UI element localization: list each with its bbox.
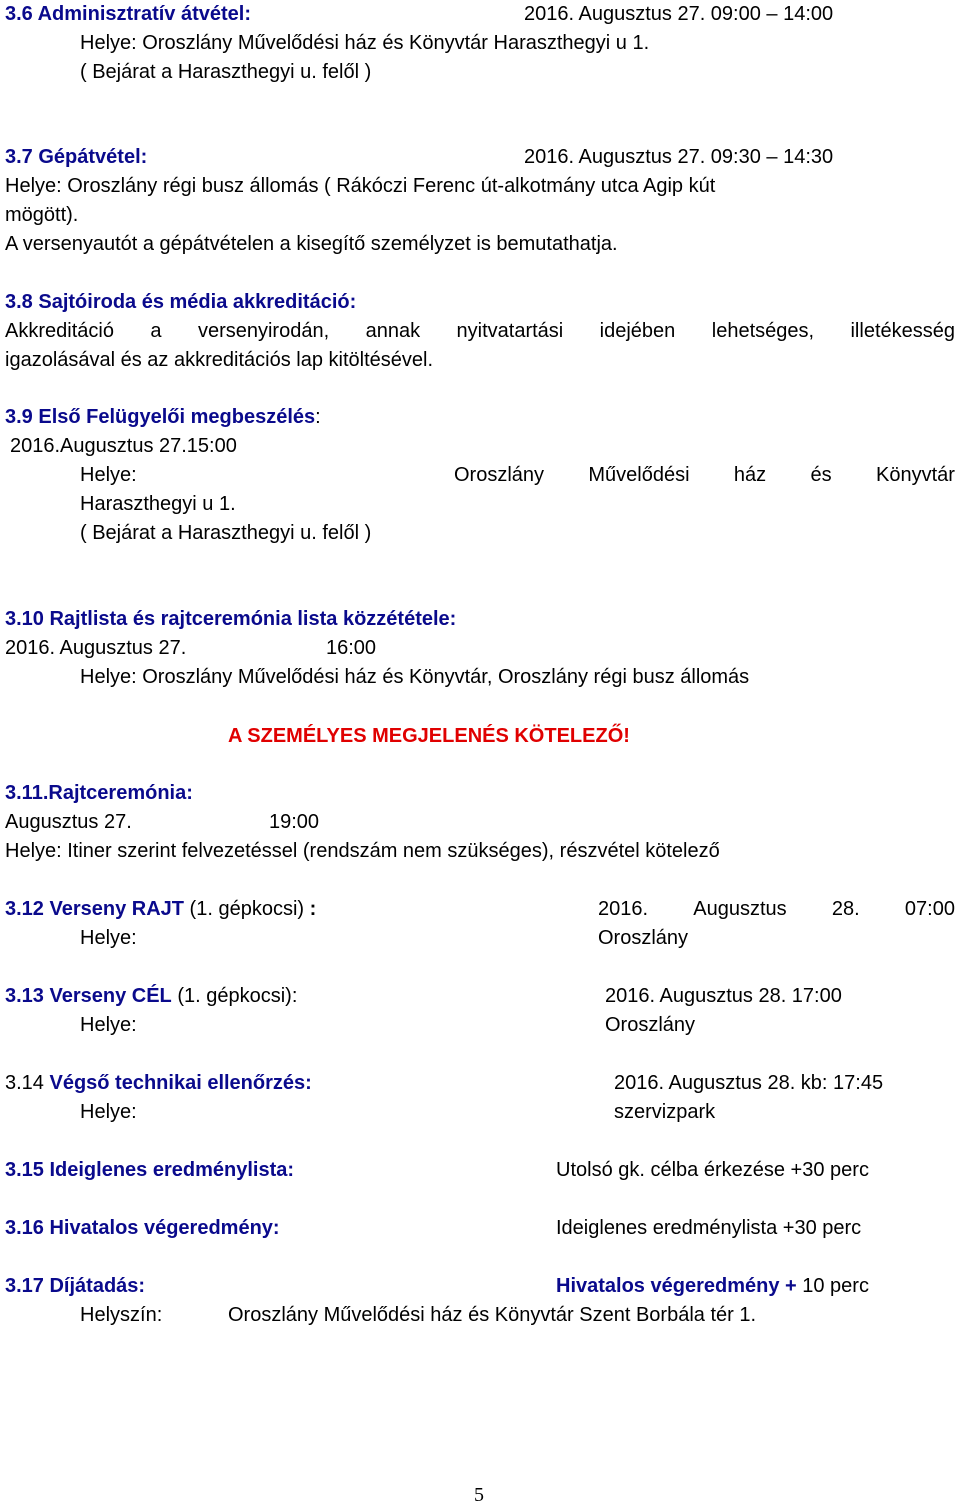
- section-3-17-title: 3.17 Díjátadás:: [5, 1275, 146, 1297]
- section-3-10-warning: A SZEMÉLYES MEGJELENÉS KÖTELEZŐ!: [228, 725, 630, 747]
- date-word: 2016.: [598, 898, 649, 920]
- section-3-13-title-car: (1. gépkocsi):: [171, 985, 298, 1007]
- section-3-17-place-label: Helyszín:: [80, 1304, 163, 1326]
- section-3-15-value: Utolsó gk. célba érkezése +30 perc: [556, 1159, 869, 1181]
- section-3-11-title: 3.11.Rajtceremónia:: [5, 782, 193, 804]
- section-3-12-title-car: (1. gépkocsi): [184, 898, 310, 920]
- section-3-9-entrance: ( Bejárat a Haraszthegyi u. felől ): [80, 522, 372, 544]
- section-3-17-value-rest: 10 perc: [796, 1275, 869, 1297]
- section-3-11-time: 19:00: [269, 811, 320, 833]
- page-number: 5: [474, 1484, 484, 1506]
- section-3-12-title-colon: :: [309, 898, 317, 920]
- section-3-9-colon: :: [315, 406, 321, 428]
- section-3-14-place-label: Helye:: [80, 1101, 137, 1123]
- section-3-6-date: 2016. Augusztus 27. 09:00 – 14:00: [524, 3, 834, 25]
- date-word: Augusztus: [693, 898, 787, 920]
- section-3-14-place: szervizpark: [614, 1101, 716, 1123]
- section-3-12-title: [5, 897, 316, 921]
- section-3-10-date: 2016. Augusztus 27.: [5, 637, 187, 659]
- section-3-11-place: Helye: Itiner szerint felvezetéssel (rendszám nem szükséges), részvétel kötelező: [5, 840, 720, 862]
- section-3-9-place-label: Helye:: [80, 464, 137, 486]
- section-3-9-title-wrap: [5, 405, 321, 429]
- place-word: ház: [733, 464, 767, 486]
- section-3-6-entrance: ( Bejárat a Haraszthegyi u. felől ): [80, 61, 372, 83]
- section-3-13-title: [5, 984, 297, 1008]
- section-3-6-title: 3.6 Adminisztratív átvétel:: [5, 3, 252, 25]
- section-3-7-note: A versenyautót a gépátvételen a kisegítő személyzet is bemutathatja.: [5, 233, 618, 255]
- section-3-11-date: Augusztus 27.: [5, 811, 132, 833]
- section-3-12-place: Oroszlány: [598, 927, 689, 949]
- section-3-7-place-line2: mögött).: [5, 204, 79, 226]
- section-3-12-title-main: 3.12 Verseny RAJT: [5, 898, 184, 920]
- section-3-12-date: [598, 897, 955, 921]
- section-3-7-place-line1: Helye: Oroszlány régi busz állomás ( Rákóczi Ferenc út-alkotmány utca Agip kút: [5, 175, 716, 197]
- section-3-12-place-label: Helye:: [80, 927, 137, 949]
- place-word: Könyvtár: [876, 464, 955, 486]
- section-3-8-text-line2: igazolásával és az akkreditációs lap kitöltésével.: [5, 349, 433, 371]
- section-3-10-time: 16:00: [326, 637, 377, 659]
- section-3-13-title-main: 3.13 Verseny CÉL: [5, 985, 172, 1007]
- section-3-14-title: [5, 1071, 312, 1095]
- date-word: 07:00: [904, 898, 955, 920]
- section-3-16-title: 3.16 Hivatalos végeredmény:: [5, 1217, 280, 1239]
- section-3-17-value-main: Hivatalos végeredmény +: [556, 1275, 797, 1297]
- section-3-16-value: Ideiglenes eredménylista +30 perc: [556, 1217, 862, 1239]
- place-word: Művelődési: [588, 464, 690, 486]
- section-3-13-date: 2016. Augusztus 28. 17:00: [605, 985, 842, 1007]
- section-3-8-text-line1: Akkreditáció a versenyirodán, annak nyitvatartási idejében lehetséges, illetékesség: [5, 320, 955, 342]
- section-3-6-place: Helye: Oroszlány Művelődési ház és Könyvtár Haraszthegyi u 1.: [80, 32, 650, 54]
- section-3-13-place: Oroszlány: [605, 1014, 696, 1036]
- section-3-15-title: 3.15 Ideiglenes eredménylista:: [5, 1159, 295, 1181]
- section-3-8-title: 3.8 Sajtóiroda és média akkreditáció:: [5, 291, 357, 313]
- section-3-9-place-line2: Haraszthegyi u 1.: [80, 493, 236, 515]
- section-3-17-value: [556, 1274, 869, 1298]
- place-word: és: [810, 464, 832, 486]
- section-3-14-number: 3.14: [5, 1072, 50, 1094]
- section-3-7-title: 3.7 Gépátvétel:: [5, 146, 148, 168]
- date-word: 28.: [831, 898, 860, 920]
- section-3-14-date: 2016. Augusztus 28. kb: 17:45: [614, 1072, 884, 1094]
- section-3-9-place-line1: [454, 463, 955, 487]
- section-3-10-place: Helye: Oroszlány Művelődési ház és Könyvtár, Oroszlány régi busz állomás: [80, 666, 750, 688]
- section-3-10-title: 3.10 Rajtlista és rajtceremónia lista közzététele:: [5, 608, 457, 630]
- section-3-13-place-label: Helye:: [80, 1014, 137, 1036]
- section-3-9-title: 3.9 Első Felügyelői megbeszélés: [5, 406, 316, 428]
- section-3-17-place: Oroszlány Művelődési ház és Könyvtár Szent Borbála tér 1.: [228, 1304, 757, 1326]
- section-3-9-date: 2016.Augusztus 27.15:00: [10, 435, 237, 457]
- place-word: Oroszlány: [454, 464, 545, 486]
- section-3-7-date: 2016. Augusztus 27. 09:30 – 14:30: [524, 146, 834, 168]
- section-3-14-title-main: Végső technikai ellenőrzés:: [49, 1072, 312, 1094]
